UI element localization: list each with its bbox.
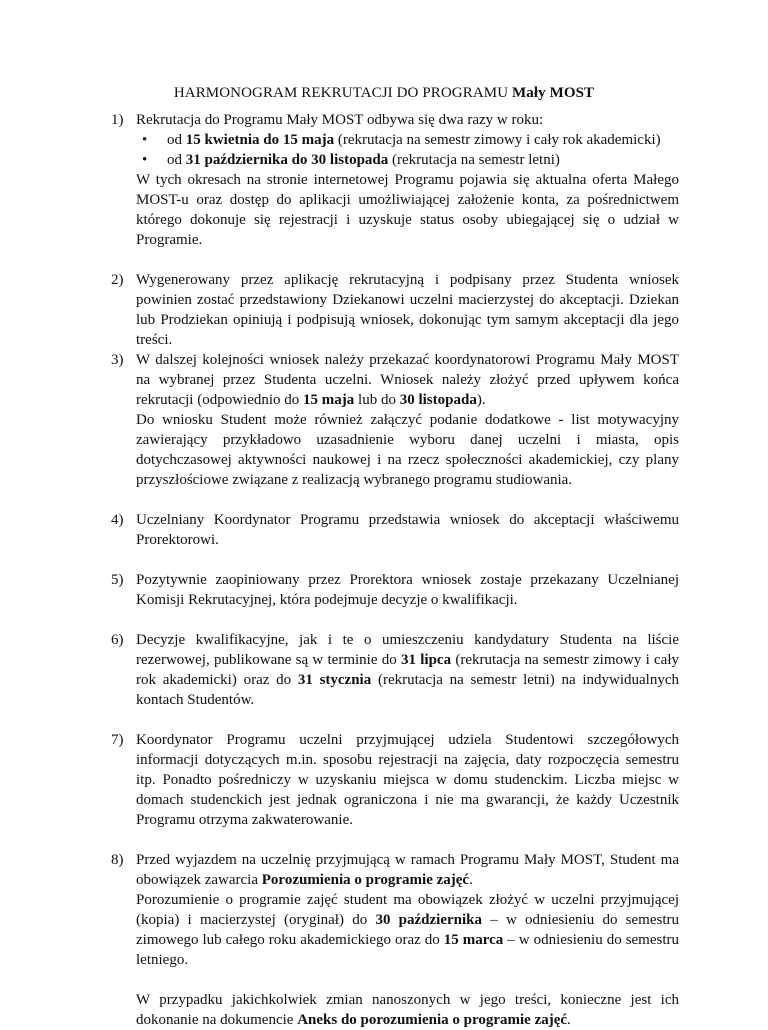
list-item-3 — [111, 350, 679, 490]
bullet-item-2: • od 31 października do 30 listopada (rekrutacja na semestr letni) — [142, 152, 560, 168]
list-item-6 — [111, 630, 679, 710]
list-item-number: 5) — [111, 572, 124, 588]
bullet-icon: • — [142, 152, 148, 168]
list-item-number: 2) — [111, 272, 124, 288]
list-item-number: 1) — [111, 112, 124, 128]
list-item-4 — [111, 510, 679, 550]
list-item-5 — [111, 570, 679, 610]
list-item-7 — [111, 730, 679, 830]
list-item-number: 6) — [111, 632, 124, 648]
title-program-name: Mały MOST — [512, 85, 595, 101]
bullet-icon: • — [142, 132, 148, 148]
list-item-2 — [111, 270, 679, 350]
list-item-1 — [111, 110, 679, 250]
item-5-text: Pozytywnie zaopiniowany przez Prorektora wniosek zostaje przekazany Uczelnianej Komisji Rekrutacyjnej, która podejmuje decyzje o kwalifikacji. — [136, 572, 679, 608]
list-item-number: 7) — [111, 732, 124, 748]
item-6-text: Decyzje kwalifikacyjne, jak i te o umieszczeniu kandydatury Studenta na liście rezerwowej, publikowane są w terminie do 31 lipca (rekrutacja na semestr zimowy i cały rok akademicki) oraz do 31 stycznia (rekrutacja na semestr letni) na indywidualnych kontach Studentów. — [136, 632, 679, 708]
list-item-number: 8) — [111, 852, 124, 868]
item-8-text-3: W przypadku jakichkolwiek zmian nanoszonych w jego treści, konieczne jest ich dokonanie na dokumencie Aneks do porozumienia o programie zajęć. — [136, 992, 679, 1028]
bullet-item-1: • od 15 kwietnia do 15 maja (rekrutacja na semestr zimowy i cały rok akademicki) — [142, 132, 661, 148]
item-8-text: Przed wyjazdem na uczelnię przyjmującą w ramach Programu Mały MOST, Student ma obowiązek zawarcia Porozumienia o programie zajęć. — [136, 852, 679, 888]
item-3-text: W dalszej kolejności wniosek należy przekazać koordynatorowi Programu Mały MOST na wybranej przez Studenta uczelni. Wniosek należy złożyć przed upływem końca rekrutacji (odpowiednio do 15 maja lub do 30 listopada). — [136, 352, 679, 408]
page-title — [0, 83, 768, 103]
item-7-text: Koordynator Programu uczelni przyjmującej udziela Studentowi szczegółowych informacji dotyczących m.in. sposobu rejestracji na zajęcia, daty rozpoczęcia semestru itp. Ponadto pośredniczy w uzyskaniu miejsca w domu studenckim. Liczba miejsc w domach studenckich jest jednak ograniczona i nie ma gwarancji, że każdy Uczestnik Programu otrzyma zakwaterowanie. — [136, 732, 679, 828]
item-8-text-2: Porozumienie o programie zajęć student ma obowiązek złożyć w uczelni przyjmującej (kopia) i macierzystej (oryginał) do 30 października – w odniesieniu do semestru zimowego lub całego roku akademickiego oraz do 15 marca – w odniesieniu do semestru letniego. — [136, 892, 680, 968]
item-4-text: Uczelniany Koordynator Programu przedstawia wniosek do akceptacji właściwemu Prorektorowi. — [136, 512, 679, 548]
list-item-8 — [111, 850, 679, 1030]
item-3-text-2: Do wniosku Student może również załączyć podanie dodatkowe - list motywacyjny zawierający przykładowo uzasadnienie wyboru danej uczelni i miasta, opis dotychczasowej aktywności naukowej i na rzecz społeczności akademickiej, czy plany przyszłościowe związane z realizacją wybranego programu studiowania. — [136, 412, 679, 488]
item-1-intro: Rekrutacja do Programu Mały MOST odbywa się dwa razy w roku: — [136, 112, 544, 128]
list-item-number: 3) — [111, 352, 124, 368]
item-2-text: Wygenerowany przez aplikację rekrutacyjną i podpisany przez Studenta wniosek powinien zostać przedstawiony Dziekanowi uczelni macierzystej do akceptacji. Dziekan lub Prodziekan opiniują i podpisują wniosek, dokonując tym samym akceptacji dla jego treści. — [136, 272, 679, 348]
list-item-number: 4) — [111, 512, 124, 528]
title-prefix: HARMONOGRAM REKRUTACJI DO PROGRAMU — [173, 85, 509, 101]
item-1-text: W tych okresach na stronie internetowej Programu pojawia się aktualna oferta Małego MOST-u oraz dostęp do aplikacji umożliwiającej założenie konta, za pośrednictwem którego dokonuje się rejestracji i uzyskuje status osoby ubiegającej się o udział w Programie. — [136, 172, 679, 248]
